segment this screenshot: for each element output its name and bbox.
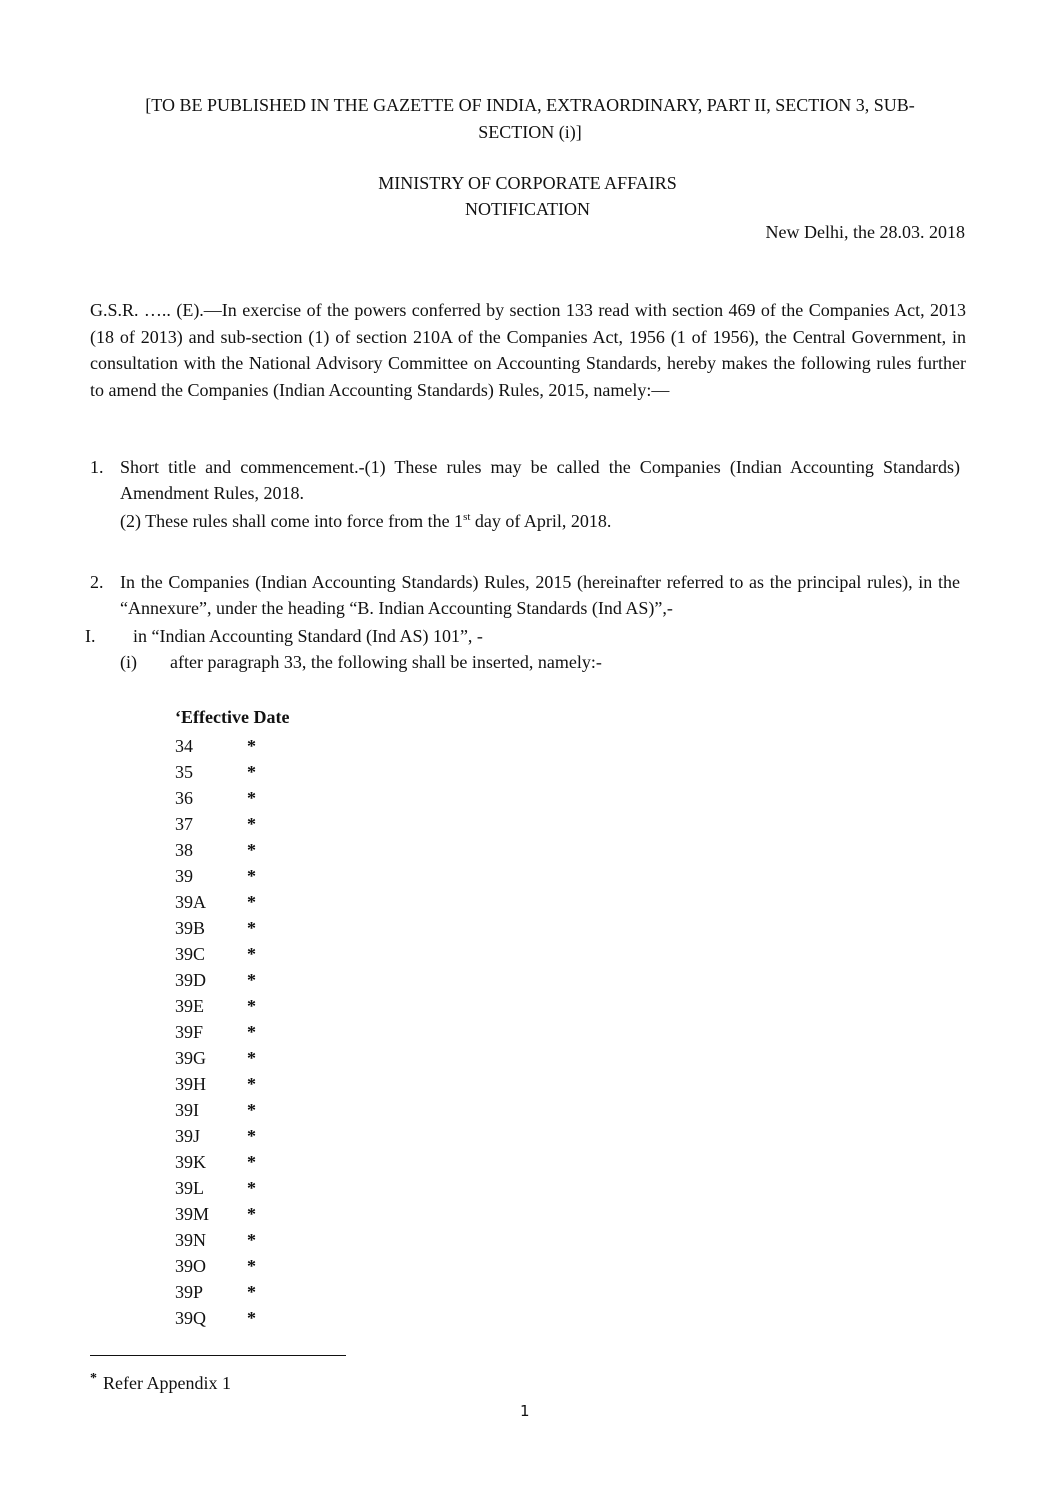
- ordinal-suffix: st: [463, 511, 471, 523]
- ministry-block: [90, 170, 965, 222]
- footnote-reference-mark: *: [247, 1100, 256, 1120]
- paragraph-number: 39F: [175, 1022, 204, 1042]
- effective-date-heading: ‘Effective Date: [175, 707, 290, 727]
- effective-date-row: [175, 1071, 375, 1097]
- paragraph-number: 39D: [175, 970, 206, 990]
- paragraph-number: 37: [175, 814, 193, 834]
- rule-item-1-number: 1.: [90, 457, 104, 477]
- footnote-reference-mark: *: [247, 1178, 256, 1198]
- effective-date-row: [175, 1175, 375, 1201]
- paragraph-number: 39A: [175, 892, 206, 912]
- effective-date-row: [175, 915, 375, 941]
- paragraph-number: 39K: [175, 1152, 206, 1172]
- footnote-reference-mark: *: [247, 788, 256, 808]
- footnote-reference-mark: *: [247, 1126, 256, 1146]
- paragraph-number: 39J: [175, 1126, 201, 1146]
- footnote-reference-mark: *: [247, 1256, 256, 1276]
- paragraph-number: 39Q: [175, 1308, 206, 1328]
- footnote-reference-mark: *: [247, 944, 256, 964]
- place-date: New Delhi, the 28.03. 2018: [765, 222, 965, 242]
- rule-item-1-text: Short title and commencement.-(1) These rules may be called the Companies (Indian Accounting Standards) Amendment Rules, 2018.: [120, 457, 960, 503]
- effective-date-row: [175, 889, 375, 915]
- effective-date-row: [175, 993, 375, 1019]
- effective-date-row: [175, 967, 375, 993]
- effective-date-row: [175, 1305, 375, 1331]
- roman-item-text: in “Indian Accounting Standard (Ind AS) 101”, -: [133, 626, 483, 646]
- paragraph-number: 39N: [175, 1230, 206, 1250]
- paragraph-number: 39G: [175, 1048, 206, 1068]
- footnote-reference-mark: *: [247, 736, 256, 756]
- footnote-reference-mark: *: [247, 996, 256, 1016]
- footnote-reference-mark: *: [247, 1152, 256, 1172]
- footnote-reference-mark: *: [247, 892, 256, 912]
- gazette-header-line-1: [TO BE PUBLISHED IN THE GAZETTE OF INDIA, EXTRAORDINARY, PART II, SECTION 3, SUB-: [145, 95, 915, 115]
- paragraph-number: 39E: [175, 996, 204, 1016]
- rule-item-2-number: 2.: [90, 572, 104, 592]
- effective-date-row: [175, 863, 375, 889]
- footnote-reference-mark: *: [247, 1308, 256, 1328]
- effective-date-row: [175, 1149, 375, 1175]
- paragraph-number: 34: [175, 736, 193, 756]
- footnote-text: Refer Appendix 1: [103, 1373, 231, 1393]
- paragraph-number: 39H: [175, 1074, 206, 1094]
- gazette-header-line-2: SECTION (i)]: [478, 122, 582, 142]
- sub-item-label: (i): [120, 652, 137, 672]
- paragraph-number: 39B: [175, 918, 206, 938]
- effective-date-row: [175, 1123, 375, 1149]
- effective-date-row: [175, 1097, 375, 1123]
- footnote: [90, 1371, 231, 1394]
- footnote-reference-mark: *: [247, 840, 256, 860]
- paragraph-number: 39M: [175, 1204, 210, 1224]
- ministry-name: MINISTRY OF CORPORATE AFFAIRS: [378, 173, 677, 193]
- footnote-reference-mark: *: [247, 1074, 256, 1094]
- subclause-text-before: (2) These rules shall come into force from the 1: [120, 511, 464, 531]
- preamble-paragraph: G.S.R. ….. (E).—In exercise of the powers conferred by section 133 read with section 469 of the Companies Act, 2013 (18 of 2013) and sub-section (1) of section 210A of the Companies Act, 1956 (1 of 1956), the Central Government, in consultation with the National Advisory Committee on Accounting Standards, hereby makes the following rules further to amend the Companies (Indian Accounting Standards) Rules, 2015, namely:—: [90, 300, 966, 400]
- paragraph-number: 38: [175, 840, 193, 860]
- effective-date-row: [175, 1201, 375, 1227]
- effective-date-row: [175, 1279, 375, 1305]
- roman-numeral: I.: [85, 626, 96, 646]
- paragraph-number: 36: [175, 788, 193, 808]
- effective-date-row: [175, 733, 375, 759]
- effective-date-row: [175, 1253, 375, 1279]
- paragraph-number: 39O: [175, 1256, 206, 1276]
- effective-date-row: [175, 1019, 375, 1045]
- page-number: 1: [520, 1402, 530, 1420]
- footnote-reference-mark: *: [247, 918, 256, 938]
- paragraph-number: 39I: [175, 1100, 199, 1120]
- effective-date-row: [175, 837, 375, 863]
- effective-date-row: [175, 811, 375, 837]
- effective-date-row: [175, 1227, 375, 1253]
- footnote-divider: [90, 1355, 346, 1356]
- gazette-header: [90, 92, 970, 146]
- footnote-reference-mark: *: [247, 1282, 256, 1302]
- footnote-reference-mark: *: [247, 1230, 256, 1250]
- effective-date-row: [175, 1045, 375, 1071]
- paragraph-number: 39C: [175, 944, 206, 964]
- rule-item-2-text: In the Companies (Indian Accounting Standards) Rules, 2015 (hereinafter referred to as the principal rules), in the “Annexure”, under the heading “B. Indian Accounting Standards (Ind AS)”,-: [120, 572, 960, 618]
- paragraph-number: 39L: [175, 1178, 204, 1198]
- footnote-reference-mark: *: [247, 866, 256, 886]
- effective-date-row: [175, 941, 375, 967]
- effective-date-row: [175, 785, 375, 811]
- footnote-reference-mark: *: [247, 762, 256, 782]
- paragraph-number: 35: [175, 762, 193, 782]
- paragraph-number: 39: [175, 866, 193, 886]
- effective-date-list: [175, 733, 375, 1331]
- footnote-reference-mark: *: [247, 970, 256, 990]
- notification-label: NOTIFICATION: [465, 199, 590, 219]
- subclause-text-after: day of April, 2018.: [470, 511, 612, 531]
- footnote-mark: *: [90, 1371, 97, 1386]
- sub-item-text: after paragraph 33, the following shall be inserted, namely:-: [170, 652, 602, 672]
- effective-date-row: [175, 759, 375, 785]
- footnote-reference-mark: *: [247, 1204, 256, 1224]
- footnote-reference-mark: *: [247, 814, 256, 834]
- footnote-reference-mark: *: [247, 1022, 256, 1042]
- rule-item-1-subclause: [120, 508, 960, 534]
- footnote-reference-mark: *: [247, 1048, 256, 1068]
- paragraph-number: 39P: [175, 1282, 204, 1302]
